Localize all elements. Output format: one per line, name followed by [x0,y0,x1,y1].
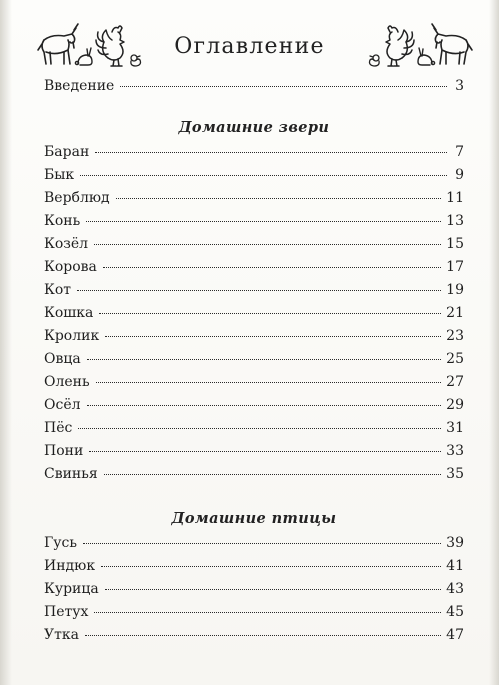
toc-entry-label: Гусь [44,535,77,551]
toc-page-number: 23 [446,328,464,344]
toc-page-number: 17 [446,259,464,275]
toc-page-number: 41 [446,558,464,574]
dot-leader [87,358,441,360]
dot-leader [105,335,441,337]
dot-leader [101,565,441,567]
page-title: Оглавление [174,34,325,59]
toc-page-number: 27 [446,374,464,390]
toc-entry[interactable] [44,466,464,486]
toc-page-number: 29 [446,397,464,413]
dot-leader [77,289,441,291]
dot-leader [104,473,441,475]
toc-entry-label: Кошка [44,305,94,321]
toc-page-number: 47 [446,627,464,643]
toc-entry-label: Пони [44,443,84,459]
toc-entry[interactable] [44,144,464,164]
toc-entry[interactable] [44,305,464,325]
toc-entry-label: Бык [44,167,75,183]
dot-leader [99,312,441,314]
toc-entry-label: Баран [44,144,90,160]
dot-leader [116,197,442,199]
toc-entry-label: Конь [44,213,81,229]
dot-leader [96,381,442,383]
toc-entry[interactable] [44,328,464,348]
toc-page-number: 3 [455,78,464,94]
toc-page-number: 43 [446,581,464,597]
toc-page-number: 25 [446,351,464,367]
toc-entry[interactable] [44,535,464,555]
dot-leader [80,174,447,176]
toc-entry[interactable] [44,443,464,463]
toc-entry-label: Свинья [44,466,98,482]
toc-entry-label: Верблюд [44,190,110,206]
toc-entry-label: Индюк [44,558,96,574]
dot-leader [89,450,441,452]
toc-entry[interactable] [44,190,464,210]
toc-entry[interactable] [44,236,464,256]
dot-leader [103,266,441,268]
toc-entry[interactable] [44,397,464,417]
toc-entry-label: Олень [44,374,90,390]
dot-leader [95,151,447,153]
toc-entry[interactable] [44,351,464,371]
toc-page-number: 35 [446,466,464,482]
toc-page-number: 31 [446,420,464,436]
toc-entry-label: Овца [44,351,81,367]
toc-entry-label: Корова [44,259,97,275]
dot-leader [85,634,441,636]
toc-entry-label: Утка [44,627,79,643]
toc-page-number: 45 [446,604,464,620]
dot-leader [120,85,447,87]
dot-leader [86,220,441,222]
toc-page-number: 13 [446,213,464,229]
toc-entry-label: Кролик [44,328,100,344]
toc-page-number: 39 [446,535,464,551]
toc-entry-intro[interactable] [44,78,464,98]
toc-entry-label: Осёл [44,397,81,413]
toc-page-number: 21 [446,305,464,321]
toc-page-number: 7 [455,144,464,160]
dot-leader [87,404,442,406]
toc-entry[interactable] [44,374,464,394]
dot-leader [94,243,441,245]
dot-leader [83,542,441,544]
toc-entry[interactable] [44,581,464,601]
section-title-domestic-birds: Домашние птицы [171,510,337,527]
toc-entry-label: Козёл [44,236,89,252]
toc-page-number: 33 [446,443,464,459]
toc-entry[interactable] [44,420,464,440]
toc-page-number: 19 [446,282,464,298]
toc-entry[interactable] [44,213,464,233]
toc-page-number: 11 [446,190,464,206]
toc-entry[interactable] [44,558,464,578]
dot-leader [78,427,441,429]
toc-entry-label: Введение [44,78,115,94]
toc-entry[interactable] [44,282,464,302]
toc-entry-label: Пёс [44,420,73,436]
toc-entry[interactable] [44,604,464,624]
dot-leader [94,611,441,613]
toc-entry[interactable] [44,167,464,187]
section-title-domestic-animals: Домашние звери [178,119,330,136]
toc-entry[interactable] [44,627,464,647]
toc-entry-label: Петух [44,604,89,620]
toc-page-number: 9 [455,167,464,183]
table-of-contents [44,0,464,685]
toc-entry-label: Кот [44,282,72,298]
dot-leader [105,588,441,590]
toc-page-number: 15 [446,236,464,252]
toc-entry[interactable] [44,259,464,279]
toc-entry-label: Курица [44,581,99,597]
